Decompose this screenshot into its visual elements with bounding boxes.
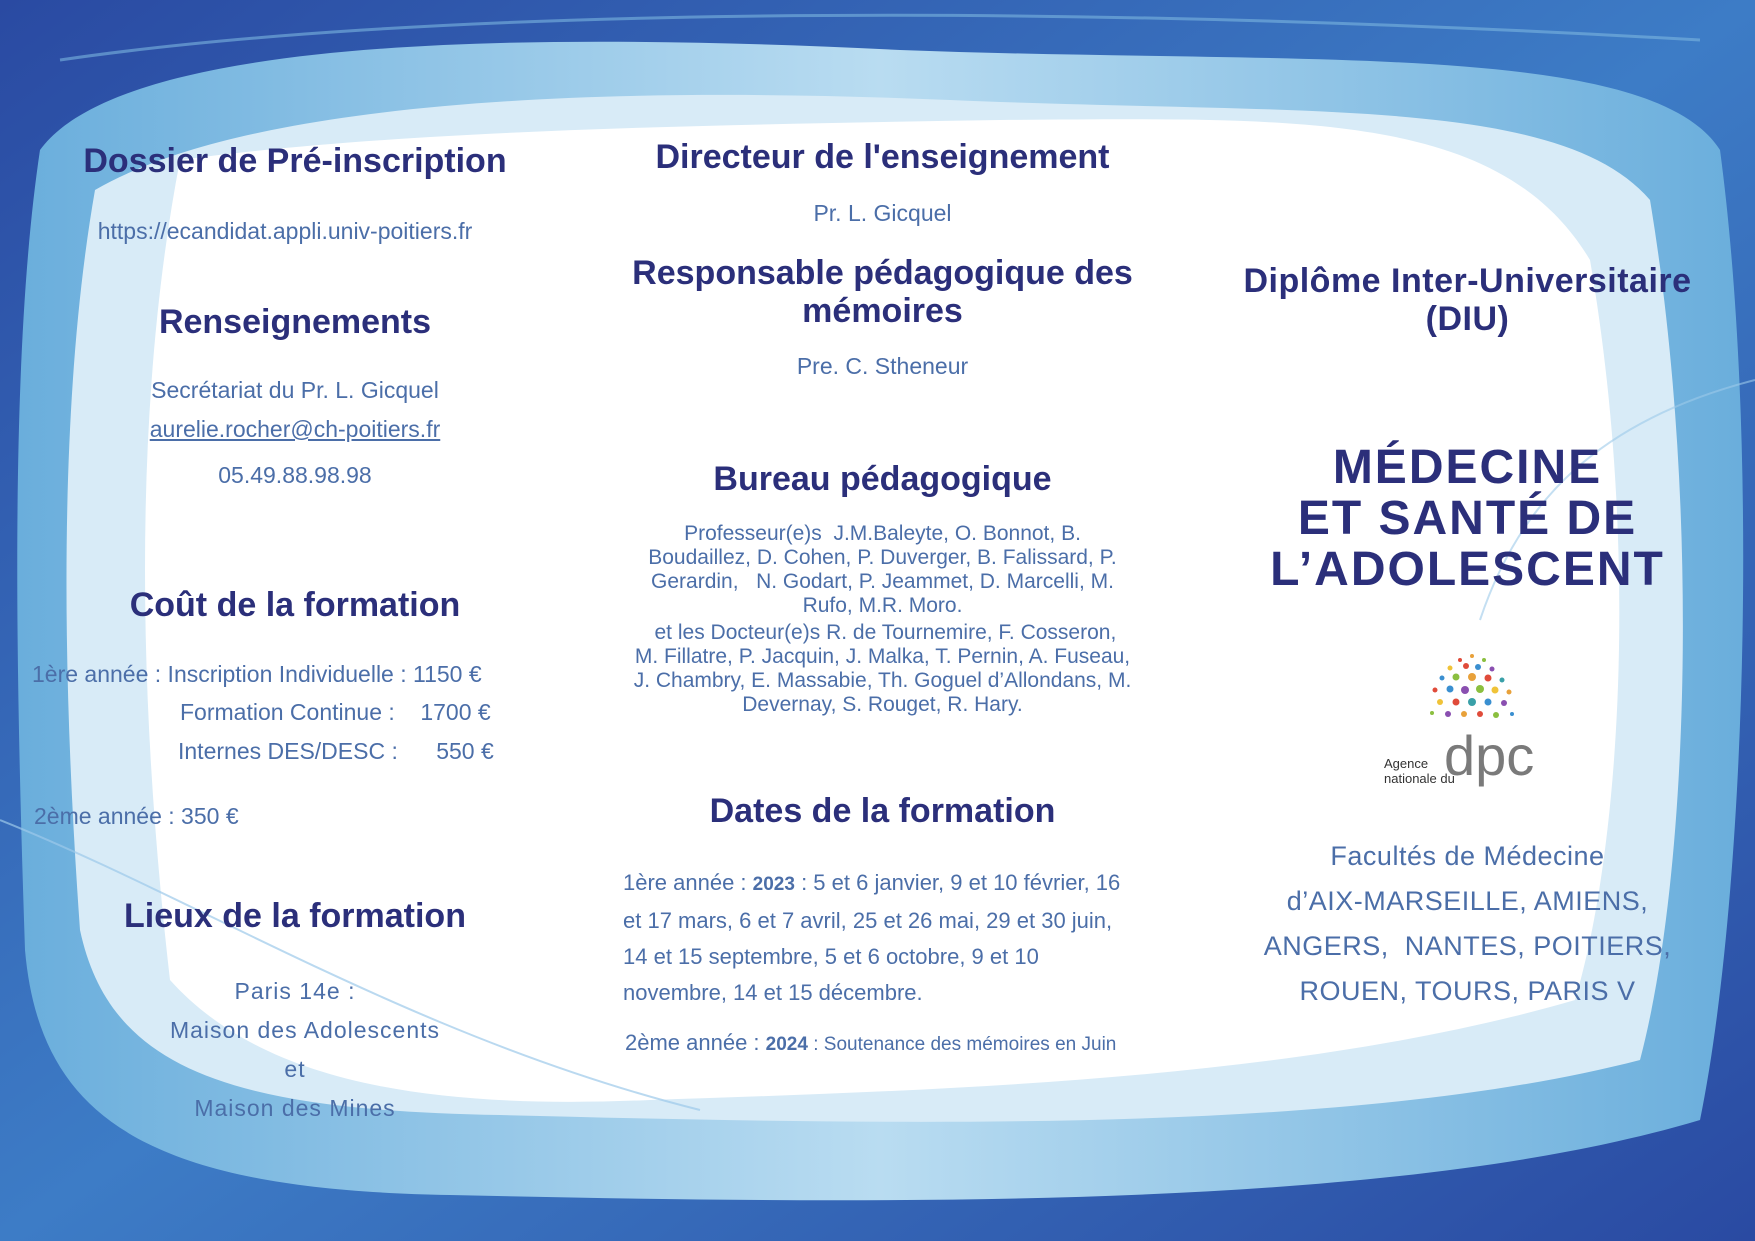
bureau-line-1: Professeur(e)s J.M.Baleyte, O. Bonnot, B. bbox=[684, 522, 1081, 545]
dates-year1-block bbox=[623, 865, 1163, 1011]
lieux-line-1: Paris 14e : bbox=[234, 978, 356, 1004]
facultes-line2: d’AIX-MARSEILLE, AMIENS, bbox=[1286, 886, 1649, 916]
dates-title: Dates de la formation bbox=[709, 792, 1056, 830]
lieux-line-3: et bbox=[284, 1056, 306, 1082]
dates-year2-year: 2024 bbox=[765, 1034, 808, 1055]
cout-line-1: 1ère année : Inscription Individuelle : 1150 € bbox=[32, 661, 482, 687]
email-link[interactable]: aurelie.rocher@ch-poitiers.fr bbox=[149, 416, 441, 442]
svg-text:Agence: Agence bbox=[1384, 756, 1429, 771]
cout-title: Coût de la formation bbox=[129, 586, 461, 624]
dates-year1-line3: 14 et 15 septembre, 5 et 6 octobre, 9 et 10 bbox=[623, 944, 1039, 969]
anc-dpc-logo bbox=[1380, 650, 1560, 790]
preinscription-title: Dossier de Pré-inscription bbox=[83, 142, 507, 180]
dates-year1-line2: et 17 mars, 6 et 7 avril, 25 et 26 mai, 29 et 30 juin, bbox=[623, 908, 1113, 933]
main-title-line2: ET SANTÉ DE bbox=[1297, 492, 1638, 545]
dates-year2-block bbox=[625, 1030, 1170, 1056]
renseignements-title: Renseignements bbox=[158, 303, 432, 341]
responsable-title-line2: mémoires bbox=[802, 292, 963, 330]
dates-year2-text: : Soutenance des mémoires en Juin bbox=[807, 1034, 1117, 1055]
main-title-line3: L’ADOLESCENT bbox=[1270, 543, 1665, 596]
phone-text: 05.49.88.98.98 bbox=[218, 462, 372, 488]
bureau-title: Bureau pédagogique bbox=[713, 460, 1052, 498]
dates-year1-line4: novembre, 14 et 15 décembre. bbox=[623, 980, 923, 1005]
dates-year1-year: 2023 bbox=[752, 874, 795, 895]
directeur-title: Directeur de l'enseignement bbox=[655, 138, 1110, 176]
dates-year1-prefix: 1ère année : bbox=[623, 870, 753, 895]
responsable-name: Pre. C. Stheneur bbox=[796, 353, 969, 379]
bureau-line-4: Rufo, M.R. Moro. bbox=[802, 594, 963, 617]
cout-line-3: Internes DES/DESC : 550 € bbox=[178, 738, 494, 764]
cout-year2: 2ème année : 350 € bbox=[34, 803, 239, 829]
svg-text:nationale du: nationale du bbox=[1384, 771, 1455, 786]
bureau-line-3: Gerardin, N. Godart, P. Jeammet, D. Marcelli, M. bbox=[651, 570, 1114, 593]
preinscription-url[interactable]: https://ecandidat.appli.univ-poitiers.fr bbox=[97, 218, 473, 244]
lieux-line-4: Maison des Mines bbox=[194, 1095, 396, 1121]
lieux-line-2: Maison des Adolescents bbox=[169, 1017, 441, 1043]
directeur-name: Pr. L. Gicquel bbox=[813, 200, 952, 226]
secretariat-text: Secrétariat du Pr. L. Gicquel bbox=[151, 377, 439, 403]
dates-year2-prefix: 2ème année : bbox=[625, 1030, 766, 1055]
dpc-logo-icon bbox=[1380, 650, 1560, 790]
facultes-line4: ROUEN, TOURS, PARIS V bbox=[1299, 976, 1636, 1006]
facultes-line3: ANGERS, NANTES, POITIERS, bbox=[1263, 931, 1672, 961]
bureau-line-7: J. Chambry, E. Massabie, Th. Goguel d’Allondans, M. bbox=[633, 669, 1132, 692]
lieux-title: Lieux de la formation bbox=[124, 897, 466, 935]
responsable-title-line1: Responsable pédagogique des bbox=[632, 254, 1133, 292]
bureau-line-2: Boudaillez, D. Cohen, P. Duverger, B. Falissard, P. bbox=[648, 546, 1117, 569]
main-title-line1: MÉDECINE bbox=[1332, 441, 1603, 494]
cout-line-2: Formation Continue : 1700 € bbox=[180, 699, 491, 725]
bureau-line-8: Devernay, S. Rouget, R. Hary. bbox=[742, 693, 1023, 716]
diu-line2: (DIU) bbox=[1425, 300, 1510, 338]
facultes-line1: Facultés de Médecine bbox=[1330, 841, 1605, 871]
diu-line1: Diplôme Inter-Universitaire bbox=[1243, 262, 1692, 300]
bureau-line-5: et les Docteur(e)s R. de Tournemire, F. Cosseron, bbox=[648, 621, 1117, 644]
svg-text:dpc: dpc bbox=[1444, 724, 1535, 787]
bureau-line-6: M. Fillatre, P. Jacquin, J. Malka, T. Pernin, A. Fuseau, bbox=[634, 645, 1131, 668]
dates-year1-line1: : 5 et 6 janvier, 9 et 10 février, 16 bbox=[794, 870, 1121, 895]
